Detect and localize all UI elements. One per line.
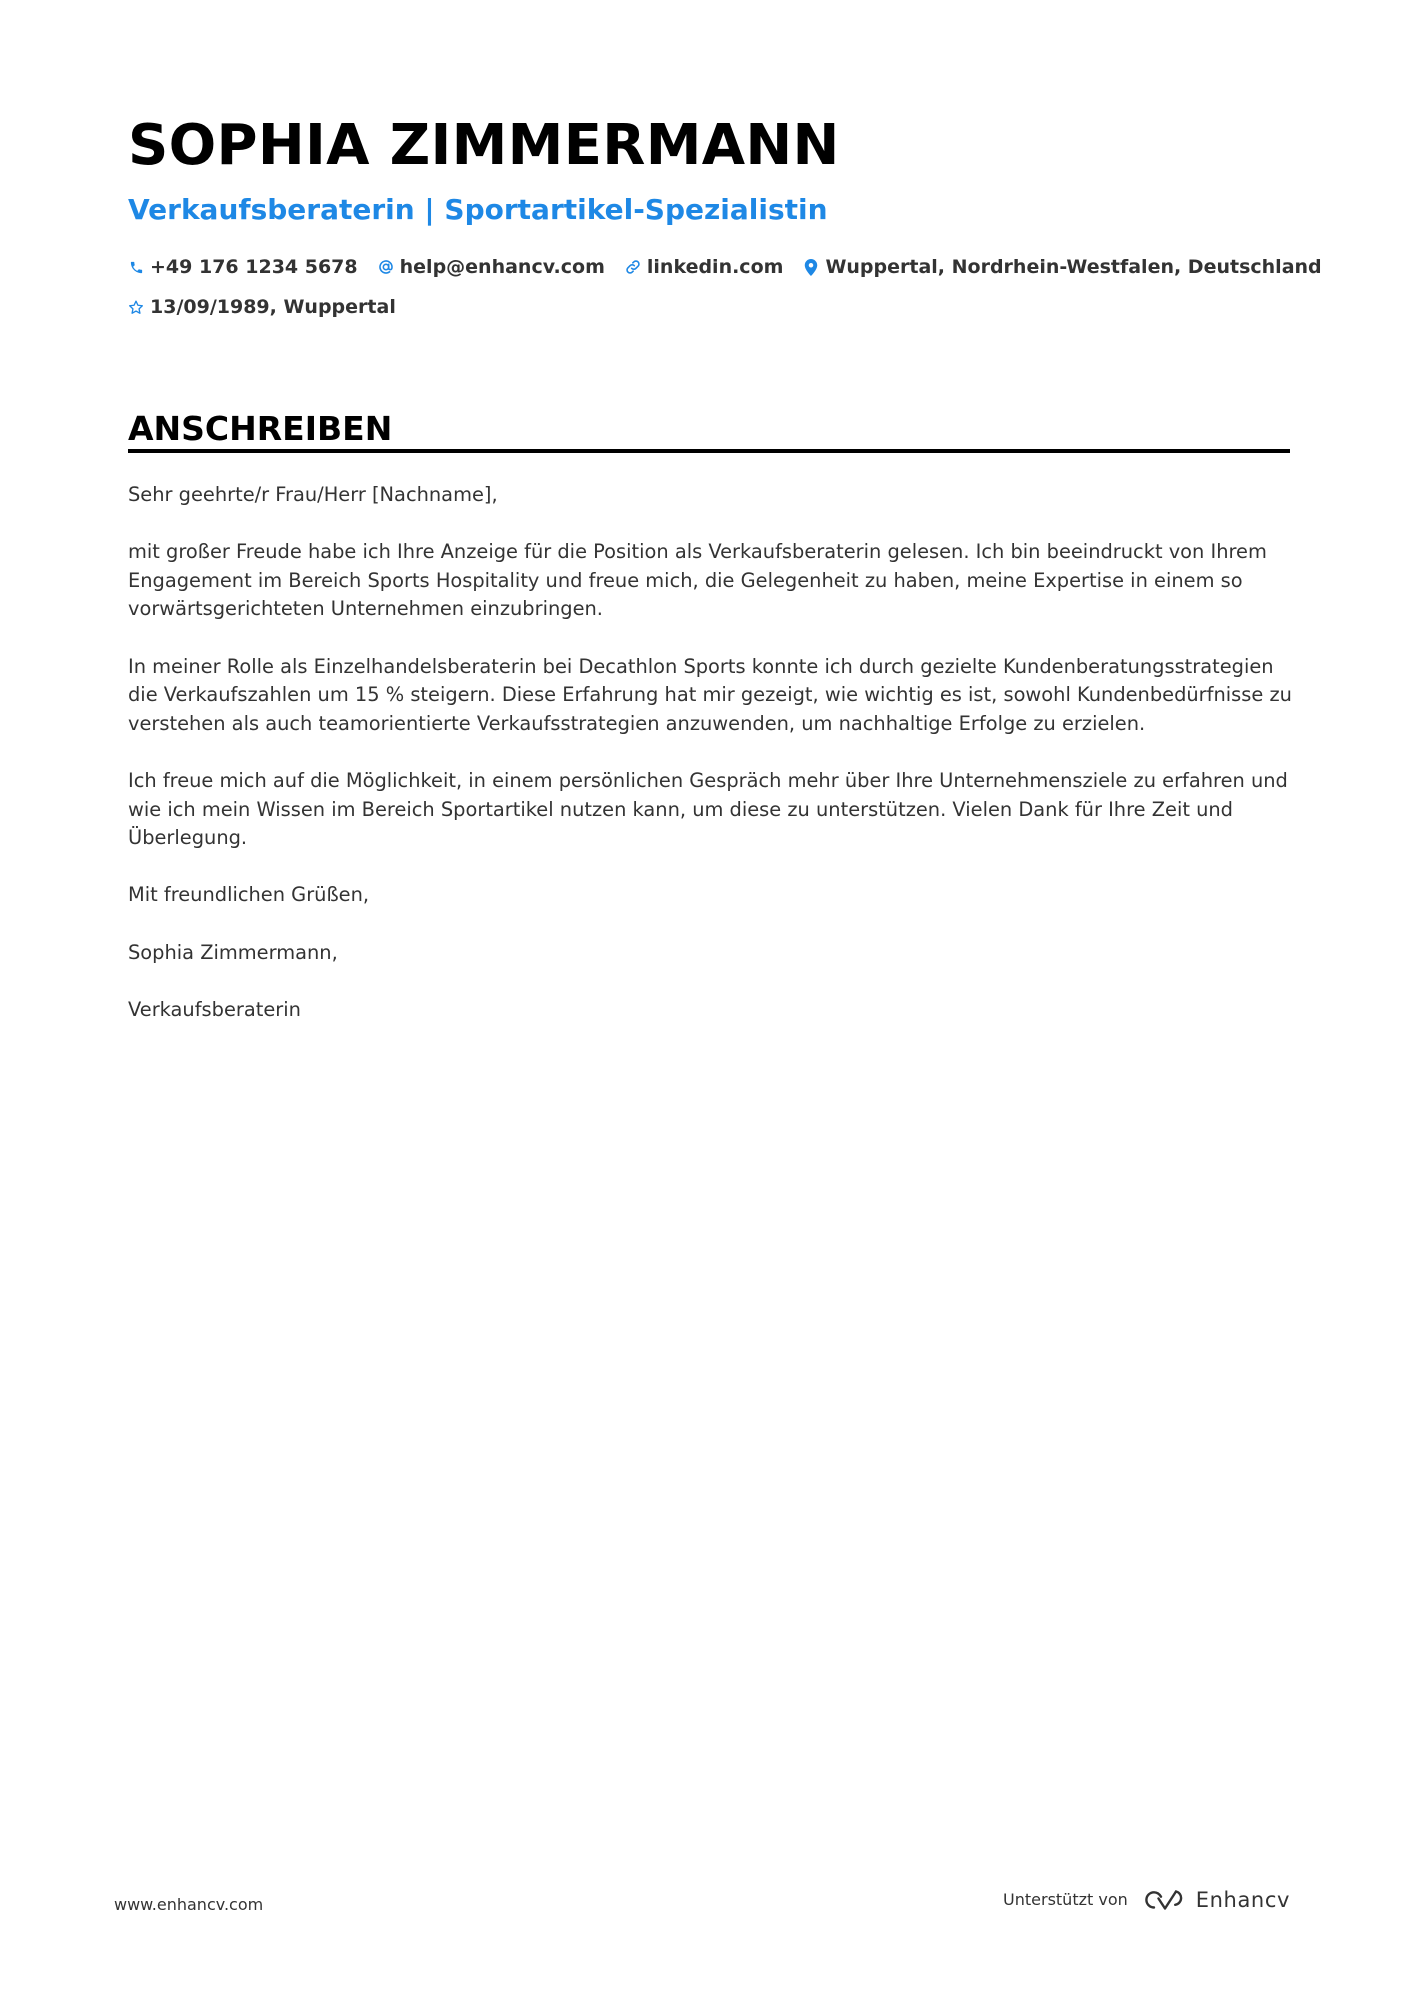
phone-icon [128,257,144,277]
contact-email-text: help@enhancv.com [399,256,605,278]
birth-info [128,293,396,321]
applicant-name: SOPHIA ZIMMERMANN [128,113,840,178]
link-icon [625,257,641,277]
contact-location [803,253,1321,281]
letter-body [128,481,1298,1053]
at-icon [378,257,394,277]
birth-info-row [128,293,416,321]
letter-salutation: Sehr geehrte/r Frau/Herr [Nachname], [128,483,498,506]
contact-linkedin[interactable] [625,253,784,281]
contact-info-row [128,253,1342,281]
letter-paragraph: Ich freue mich auf die Möglichkeit, in einem persönlichen Gespräch mehr über Ihre Unternehmensziele zu erfahren und wie ich mein Wissen im Bereich Sportartikel nutzen kann, um diese zu unterstützen. Vielen Dank für Ihre Zeit und Überlegung. [128,768,1288,850]
contact-phone-text: +49 176 1234 5678 [150,256,358,278]
enhancv-logo[interactable] [1140,1886,1290,1914]
brand-name: Enhancv [1195,1888,1290,1912]
footer-branding[interactable] [1003,1886,1290,1914]
letter-paragraph: mit großer Freude habe ich Ihre Anzeige für die Position als Verkaufsberaterin gelesen. Ich bin beeindruckt von Ihrem Engagement im Bereich Sports Hospitality und freue mich, die Gelegenheit zu haben, meine Expertise in einem so vorwärtsgerichteten Unternehmen einzubringen. [128,540,1267,621]
section-divider [128,449,1290,453]
letter-signature: Sophia Zimmermann, [128,940,338,964]
section-title: ANSCHREIBEN [128,409,393,448]
star-icon [128,297,144,317]
birth-info-text: 13/09/1989, Wuppertal [150,296,396,318]
enhancv-logo-icon [1140,1887,1186,1913]
contact-location-text: Wuppertal, Nordrhein-Westfalen, Deutschland [825,256,1322,278]
letter-closing: Mit freundlichen Grüßen, [128,883,370,907]
footer-website[interactable]: www.enhancv.com [114,1895,264,1914]
letter-paragraph: In meiner Rolle als Einzelhandelsberaterin bei Decathlon Sports konnte ich durch gezielte Kundenberatungsstrategien die Verkaufszahlen um 15 % steigern. Diese Erfahrung hat mir gezeigt, wie wichtig es ist, sowohl Kundenbedürfnisse zu verstehen als auch teamorientierte Verkaufsstrategien anzuwenden, um nachhaltige Erfolge zu erzielen. [128,654,1292,735]
contact-phone [128,253,358,281]
powered-by-label: Unterstützt von [1003,1890,1128,1909]
contact-linkedin-text: linkedin.com [646,256,784,278]
contact-email[interactable] [378,253,605,281]
letter-role: Verkaufsberaterin [128,997,301,1021]
applicant-title: Verkaufsberaterin | Sportartikel-Spezialistin [128,193,828,226]
location-pin-icon [803,257,819,277]
